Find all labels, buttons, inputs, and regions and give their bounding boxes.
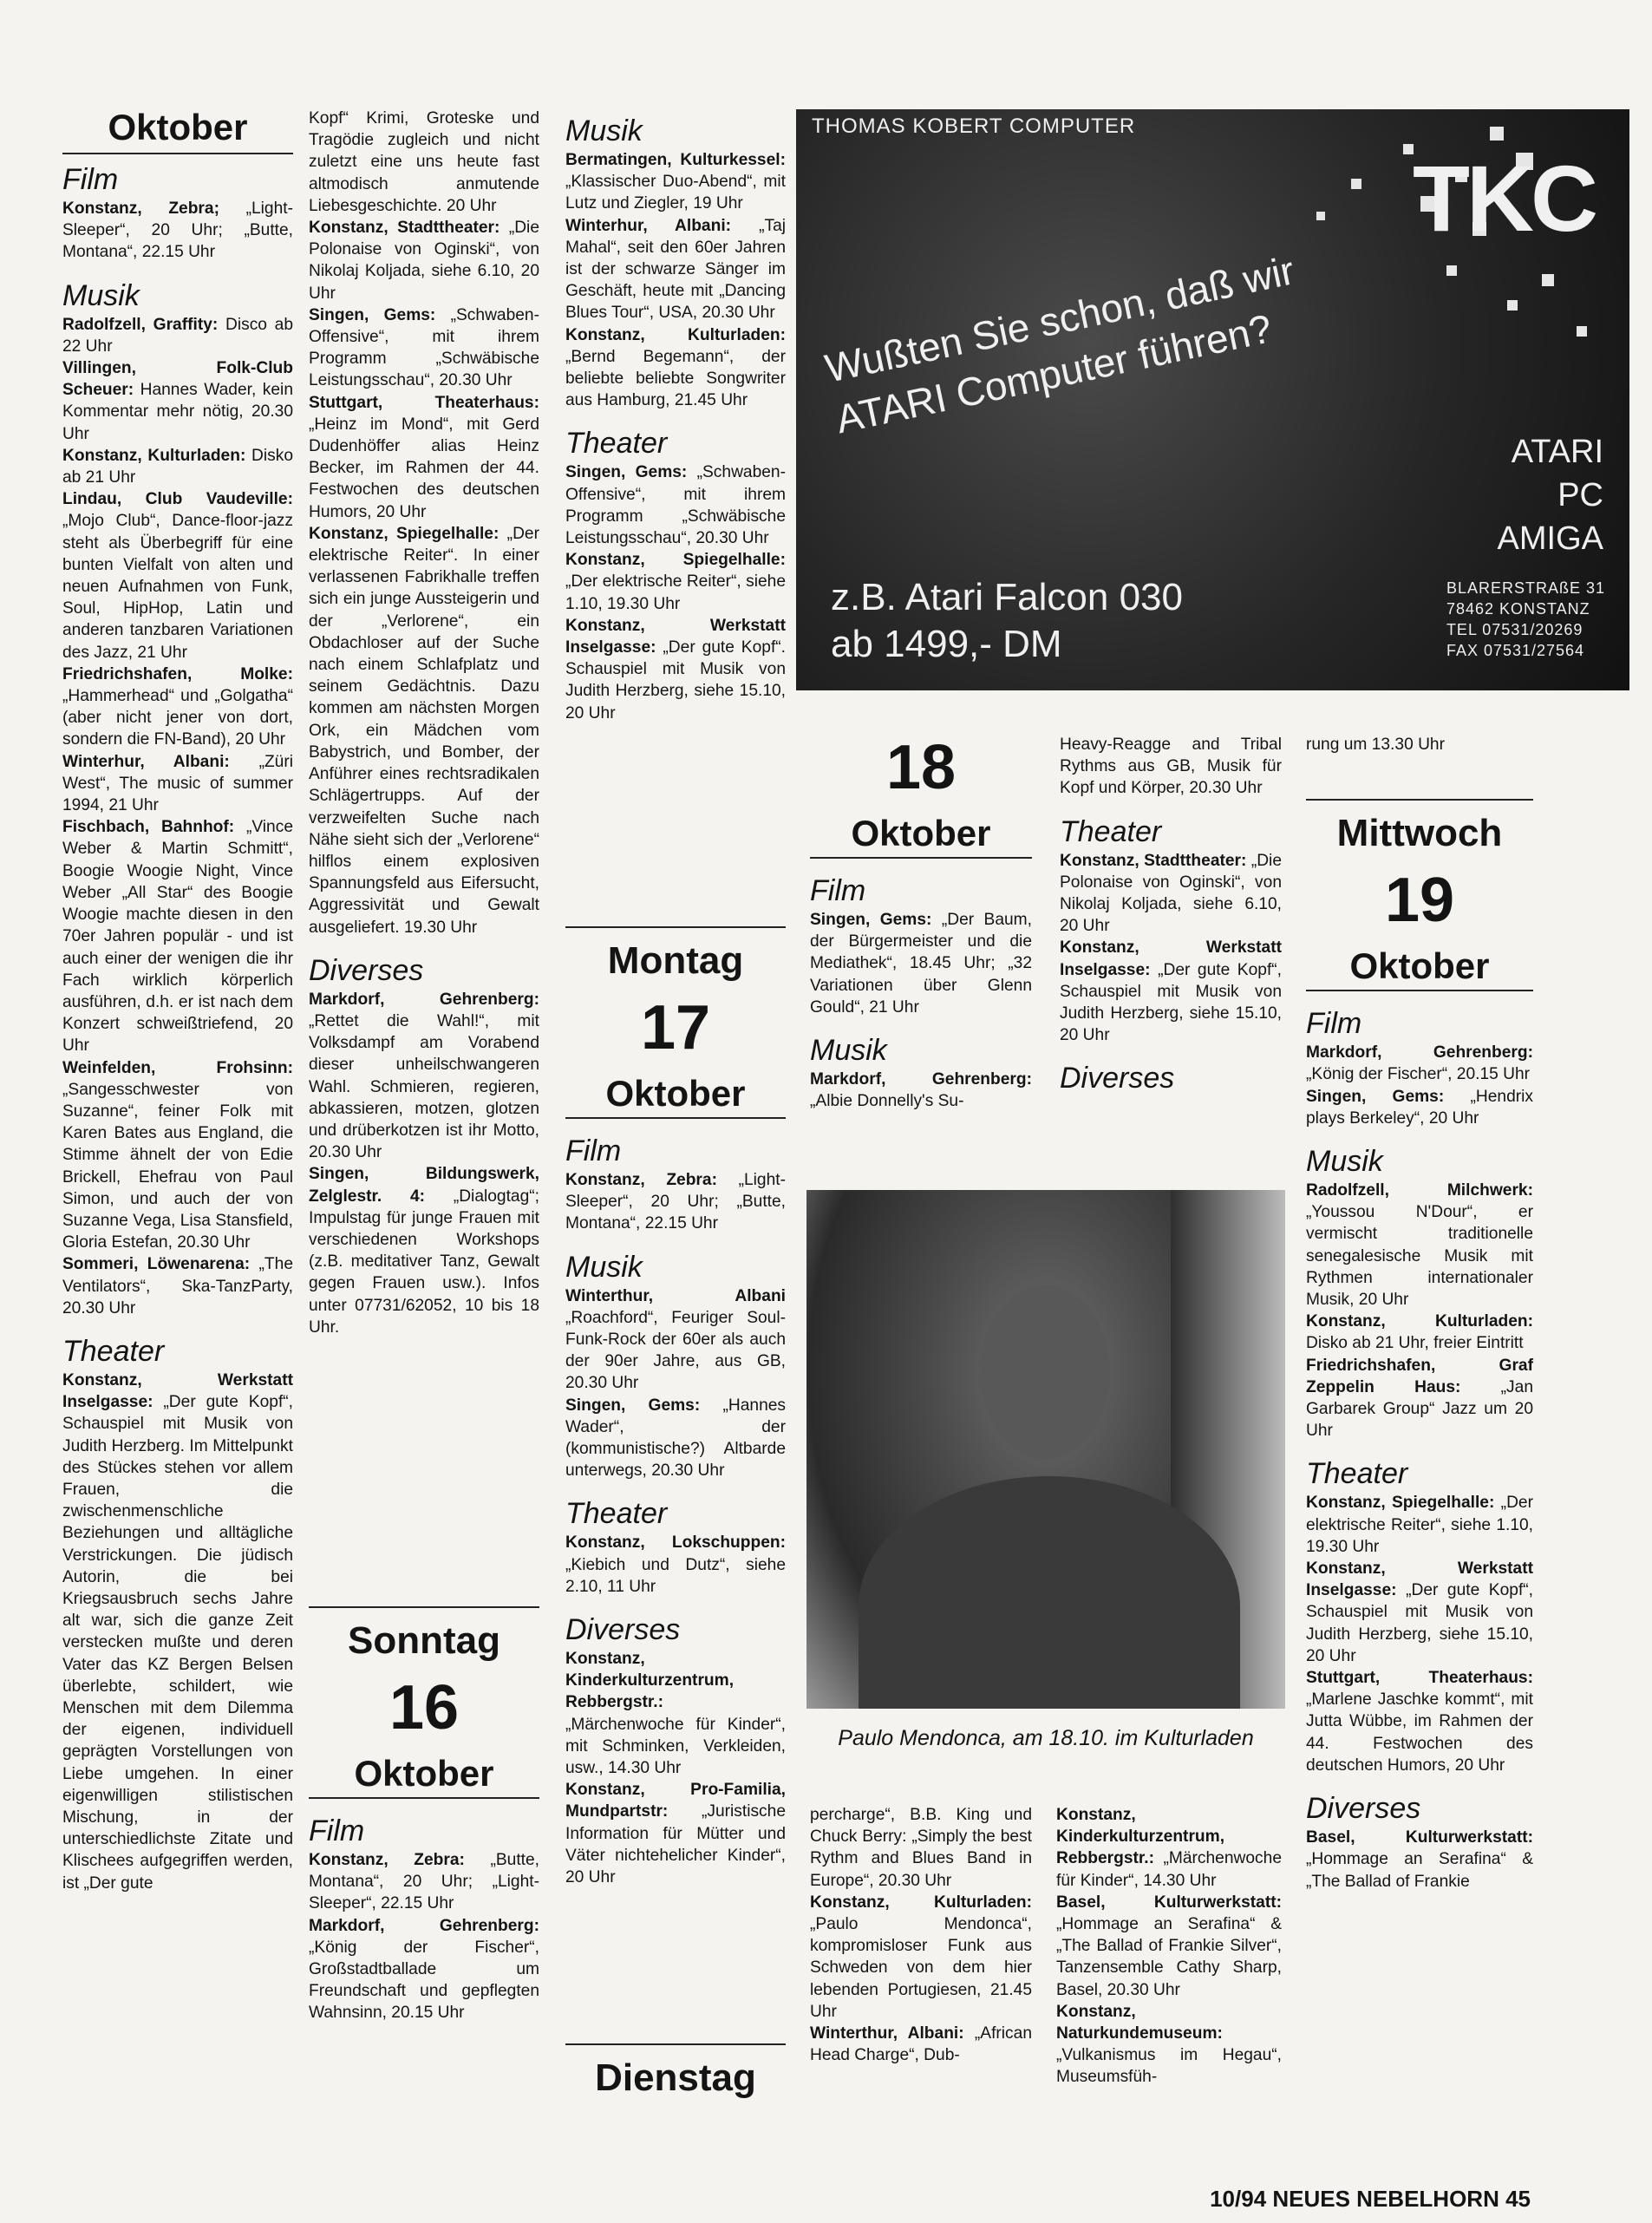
column-4	[810, 729, 1032, 1112]
day-number: 18	[885, 733, 957, 802]
ad-address-phone: TEL 07531/20269	[1446, 621, 1583, 638]
section-theater: Theater	[1060, 814, 1162, 848]
day-name: Mittwoch	[1336, 812, 1503, 855]
photo-face	[980, 1285, 1110, 1459]
listing-entry: Konstanz, Kulturladen: „Bernd Begemann“, der beliebte beliebte Songwriter aus Hamburg, 21.45 Uhr	[565, 325, 786, 410]
ad-address-city: 78462 KONSTANZ	[1446, 600, 1590, 618]
listing-entry: Konstanz, Zebra: „Light-Sleeper“, 20 Uhr; „Butte, Montana“, 22.15 Uhr	[565, 1171, 786, 1233]
column-4-bottom	[810, 1804, 1032, 2066]
photo-paulo-mendonca	[806, 1190, 1285, 1709]
section-film: Film	[1306, 1007, 1362, 1041]
listing-entry: Friedrichshafen, Molke: „Hammerhead“ und „Golgatha“ (aber nicht jener von dort, sondern die FN-Band), 20 Uhr	[62, 664, 293, 749]
listing-entry: Markdorf, Gehrenberg: „König der Fischer“, 20.15 Uhr	[1306, 1043, 1533, 1084]
continued-text: rung um 13.30 Uhr	[1306, 736, 1445, 754]
column-3-bottom	[565, 2043, 786, 2099]
ad-address-street: BLARERSTRAßE 31	[1446, 579, 1605, 597]
brand-atari: ATARI	[1511, 434, 1603, 470]
ad-address	[1446, 578, 1605, 661]
section-musik: Musik	[62, 278, 140, 312]
listing-entry: Winterthur, Albani „Roachford“, Feuriger Soul-Funk-Rock der 60er als auch der 90er Jahre, aus GB, 20.30 Uhr	[565, 1286, 786, 1393]
listing-entry: Singen, Gems: „Hannes Wader“, der (kommunistische?) Altbarde unterwegs, 20.30 Uhr	[565, 1396, 787, 1481]
listing-entry: Markdorf, Gehrenberg: „König der Fischer“, Großstadtballade um Freundschaft und gepflegten Wahnsinn, 20.15 Uhr	[309, 1916, 539, 2023]
column-3-lower	[565, 926, 786, 1888]
listing-entry: Konstanz, Kulturladen: „Paulo Mendonca“, kompromisloser Funk aus Schweden von dem hier lebenden Portugiesen, 21.45 Uhr	[810, 1893, 1032, 2021]
day-heading-monday	[565, 926, 786, 1119]
day-month: Oktober	[565, 1074, 786, 1119]
ad-brands	[1498, 430, 1603, 560]
page-footer: 10/94 NEUES NEBELHORN 45	[1210, 2186, 1531, 2212]
column-6	[1306, 734, 1533, 1893]
listing-entry: Markdorf, Gehrenberg: „Albie Donnelly's Su-	[810, 1070, 1032, 1111]
listing-entry: Basel, Kulturwerkstatt: „Hommage an Serafina“ & „The Ballad of Frankie	[1306, 1828, 1533, 1891]
listing-entry: Konstanz, Stadttheater: „Die Polonaise von Oginski“, von Nikolaj Koljada, siehe 6.10, 20 Uhr	[1060, 851, 1282, 936]
section-film: Film	[565, 1134, 622, 1167]
listing-entry: Singen, Gems: „Schwaben-Offensive“, mit ihrem Programm „Schwäbische Leistungsschau“, 20.30 Uhr	[565, 463, 786, 548]
listing-entry: Singen, Gems: „Hendrix plays Berkeley“, 20 Uhr	[1306, 1087, 1533, 1128]
day-heading-18	[810, 729, 1032, 859]
listing-entry: Konstanz, Zebra; „Light-Sleeper“, 20 Uhr; „Butte, Montana“, 22.15 Uhr	[62, 199, 293, 262]
continued-text: Kopf“ Krimi, Groteske und Tragödie zugleich und nicht zuletzt eine uns heute fast altmodisch anmutende Liebesgeschichte. 20 Uhr	[309, 109, 539, 215]
listing-entry: Stuttgart, Theaterhaus: „Heinz im Mond“, mit Gerd Dudenhöffer alias Heinz Becker, im Rahmen der 44. Festwochen des deutschen Humors, 20 Uhr	[309, 393, 539, 521]
day-heading-sunday	[309, 1606, 539, 1799]
pixel-decor	[1316, 212, 1325, 220]
section-diverses: Diverses	[1306, 1792, 1421, 1826]
listing-entry: Konstanz, Kinderkulturzentrum, Rebbergstr.: „Märchenwoche für Kinder“, mit Schminken, Verkleiden, usw., 14.30 Uhr	[565, 1650, 786, 1778]
listing-entry: Winterhur, Albani: „Taj Mahal“, seit den 60er Jahren ist der schwarze Sänger im Geschäft, heute mit „Dancing Blues Tour“, USA, 20.30 Uhr	[565, 216, 786, 323]
listing-entry: Konstanz, Spiegelhalle: „Der elektrische Reiter“, siehe 1.10, 19.30 Uhr	[565, 551, 786, 613]
brand-pc: PC	[1557, 477, 1603, 513]
day-month: Oktober	[1306, 946, 1533, 991]
listing-entry: Konstanz, Werkstatt Inselgasse: „Der gute Kopf“, Schauspiel mit Musik von Judith Herzberg, siehe 15.10, 20 Uhr	[1060, 938, 1282, 1045]
section-film: Film	[62, 163, 119, 196]
ad-offer	[831, 574, 1183, 668]
listing-entry: Konstanz, Kinderkulturzentrum, Rebbergstr.: „Märchenwoche für Kinder“, 14.30 Uhr	[1056, 1806, 1282, 1890]
photo-caption: Paulo Mendonca, am 18.10. im Kulturladen	[838, 1726, 1254, 1750]
section-musik: Musik	[565, 1250, 643, 1284]
listing-entry: Winterthur, Albani: „African Head Charge“, Dub-	[810, 2024, 1032, 2065]
listing-entry: Markdorf, Gehrenberg: „Rettet die Wahl!“, mit Volksdampf am Vorabend dieser unheilschwangeren Wahl. Schmieren, regieren, abkassieren, motzen, glotzen und drüberkotzen ist ihr Motto, 20.30 Uhr	[309, 990, 539, 1162]
listing-entry: Villingen, Folk-Club Scheuer: Hannes Wader, kein Kommentar mehr nötig, 20.30 Uhr	[62, 359, 293, 443]
ad-address-fax: FAX 07531/27564	[1446, 642, 1585, 659]
ad-offer-product: z.B. Atari Falcon 030	[831, 576, 1183, 618]
listing-entry: Fischbach, Bahnhof: „Vince Weber & Martin Schmitt“, Boogie Woogie Night, Vince Weber „All Star“ des Boogie Woogie machte diesen in den 70er Jahren populär - und ist auch einer der wenigen die ihr Fach wirklich körperlich ausführen, d.h. er ist nach dem Konzert schweißtriefend, 20 Uhr	[62, 818, 293, 1056]
section-theater: Theater	[565, 1497, 668, 1531]
section-theater: Theater	[62, 1334, 165, 1368]
column-2-lower	[309, 1606, 539, 2024]
advertisement-tkc	[796, 109, 1629, 690]
listing-entry: Konstanz, Lokschuppen: „Kiebich und Dutz“, siehe 2.10, 11 Uhr	[565, 1533, 786, 1596]
pixel-decor	[1507, 300, 1518, 311]
listing-entry: Konstanz, Naturkundemuseum: „Vulkanismus im Hegau“, Museumsfüh-	[1056, 2002, 1282, 2087]
listing-entry: Sommeri, Löwenarena: „The Ventilators“, Ska-TanzParty, 20.30 Uhr	[62, 1255, 293, 1317]
ad-logo: TKC	[1413, 146, 1595, 251]
listing-entry: Konstanz, Spiegelhalle: „Der elektrische Reiter“. In einer verlassenen Fabrikhalle treffen sich ein junge Aussteigerin und der „Verlorene“, ein Obdachloser auf der Suche nach einem Schlafplatz und seinem Gedächtnis. Dazu kommen am nächsten Morgen Ork, ein Mädchen vom Babystrich, und Bomber, der Anführer eines rechtsradikalen Schlägertrupps. Auf der verzweifelten Suche nach Nähe sieht sich der „Verlorene“ hilflos einem explosiven Spannungsfeld aus Eifersucht, Aggressivität und Gewalt ausgeliefert. 19.30 Uhr	[309, 524, 539, 937]
section-musik: Musik	[565, 114, 643, 147]
pixel-decor	[1490, 127, 1504, 141]
listing-entry: Singen, Gems: „Der Baum, der Bürgermeister und die Mediathek“, 18.45 Uhr; „32 Variationen über Glenn Gould“, 21 Uhr	[810, 911, 1032, 1017]
listing-entry: Konstanz, Pro-Familia, Mundpartstr: „Juristische Information für Mütter und Väter nichtehelicher Kinder“, 20 Uhr	[565, 1781, 786, 1887]
day-name: Dienstag	[595, 2056, 756, 2099]
continued-text: Heavy-Reagge and Tribal Rythms aus GB, Musik für Kopf und Körper, 20.30 Uhr	[1060, 736, 1282, 798]
listing-entry: Lindau, Club Vaudeville: „Mojo Club“, Dance-floor-jazz steht als Überbegriff für eine bunten Vielfalt von alten und neuen Aufnahmen von Funk, Soul, HipHop, Latin und anderen tanzbaren Variationen des Jazz, 21 Uhr	[62, 490, 293, 662]
listing-entry: Radolfzell, Milchwerk: „Youssou N'Dour“, er vermischt traditionelle senegalesische Musik mit Rythmen internationaler Musik, 20 Uhr	[1306, 1181, 1533, 1310]
section-musik: Musik	[810, 1034, 887, 1068]
day-name: Sonntag	[348, 1619, 500, 1662]
listing-entry: Radolfzell, Graffity: Disco ab 22 Uhr	[62, 315, 294, 356]
ad-offer-price: ab 1499,- DM	[831, 623, 1062, 665]
listing-entry: Winterhur, Albani: „Züri West“, The music of summer 1994, 21 Uhr	[62, 752, 294, 815]
pixel-decor	[1351, 179, 1361, 189]
listing-entry: Singen, Gems: „Schwaben-Offensive“, mit ihrem Programm „Schwäbische Leistungsschau“, 20.30 Uhr	[309, 305, 539, 390]
listing-entry: Konstanz, Werkstatt Inselgasse: „Der gute Kopf“, Schauspiel mit Musik von Judith Herzberg, siehe 15.10, 20 Uhr	[1306, 1559, 1533, 1665]
section-film: Film	[810, 874, 866, 907]
section-diverses: Diverses	[1060, 1062, 1175, 1095]
month-heading: Oktober	[62, 108, 293, 154]
pixel-decor	[1446, 265, 1457, 276]
listing-entry: Konstanz, Spiegelhalle: „Der elektrische Reiter“, siehe 1.10, 19.30 Uhr	[1306, 1494, 1533, 1556]
day-number: 16	[389, 1673, 460, 1742]
column-1	[62, 108, 293, 1894]
listing-entry: Stuttgart, Theaterhaus: „Marlene Jaschke kommt“, mit Jutta Wübbe, im Rahmen der 44. Festwochen des deutschen Humors, 20 Uhr	[1306, 1669, 1533, 1775]
day-heading-wednesday	[1306, 799, 1533, 991]
listing-entry: Bermatingen, Kulturkessel: „Klassischer Duo-Abend“, mit Lutz und Ziegler, 19 Uhr	[565, 151, 786, 213]
day-number: 17	[640, 993, 711, 1062]
listing-entry: Konstanz, Stadttheater: „Die Polonaise von Oginski“, von Nikolaj Koljada, siehe 6.10, 20 Uhr	[309, 219, 539, 303]
section-musik: Musik	[1306, 1145, 1383, 1179]
listing-entry: Singen, Bildungswerk, Zelglestr. 4: „Dialogtag“; Impulstag für junge Frauen mit verschiedenen Workshops (z.B. meditativer Tanz, Gewalt gegen Frauen usw.). Infos unter 07731/62052, 10 bis 18 Uhr.	[309, 1165, 539, 1337]
column-5	[1060, 734, 1282, 1096]
listing-entry: Weinfelden, Frohsinn: „Sangesschwester von Suzanne“, feiner Folk mit Karen Bates aus England, die Stimme ähnelt der von Edie Brickell, Ehefrau von Paul Simon, und auch der von Suzanne Vega, Lisa Stansfield, Gloria Estefan, 20.30 Uhr	[62, 1058, 293, 1252]
listing-entry: Konstanz, Zebra: „Butte, Montana“, 20 Uhr; „Light-Sleeper“, 22.15 Uhr	[309, 1851, 539, 1913]
listing-entry: Konstanz, Kulturladen: Disko ab 21 Uhr	[62, 446, 293, 487]
continued-text: percharge“, B.B. King und Chuck Berry: „Simply the best Rythm and Blues Band in Europe“, 20.30 Uhr	[810, 1806, 1032, 1890]
ad-company-name: THOMAS KOBERT COMPUTER	[812, 114, 1136, 138]
day-number: 19	[1384, 866, 1455, 936]
column-3	[565, 108, 786, 724]
listing-entry: Konstanz, Werkstatt Inselgasse: „Der gute Kopf“, Schauspiel mit Musik von Judith Herzberg. Im Mittelpunkt des Stückes stehen vor allem Frauen, die zwischenmenschliche Beziehungen und alltägliche Verstrickungen. Die jüdisch Autorin, die bei Kriegsausbruch sechs Jahre alt war, sich die ganze Zeit verstecken mußte und deren Vater das KZ Bergen Belsen überlebte, schildert, wie Menschen mit dem Dilemma der eigenen, individuell geprägten Vorstellungen von Liebe umgehen. In einer eigenwilligen stilistischen Mischung, in der unterschiedlichste Zitate und Klischees aufgegriffen werden, ist „Der gute	[62, 1370, 293, 1893]
day-month: Oktober	[810, 814, 1032, 859]
column-5-bottom	[1056, 1804, 1282, 2089]
pixel-decor	[1542, 274, 1554, 286]
ad-question: Wußten Sie schon, daß wir ATARI Computer führen?	[820, 247, 1298, 442]
section-theater: Theater	[1306, 1457, 1408, 1491]
section-diverses: Diverses	[309, 953, 424, 987]
column-2	[309, 108, 539, 1338]
listing-entry: Konstanz, Werkstatt Inselgasse: „Der gute Kopf“. Schauspiel mit Musik von Judith Herzberg, siehe 15.10, 20 Uhr	[565, 616, 786, 722]
pixel-decor	[1577, 326, 1587, 337]
day-heading-tuesday	[565, 2043, 786, 2099]
day-month: Oktober	[309, 1754, 539, 1799]
section-theater: Theater	[565, 427, 668, 461]
day-name: Montag	[607, 939, 744, 982]
listing-entry: Friedrichshafen, Graf Zeppelin Haus: „Jan Garbarek Group“ Jazz um 20 Uhr	[1306, 1356, 1533, 1441]
section-film: Film	[309, 1814, 365, 1847]
brand-amiga: AMIGA	[1497, 520, 1603, 557]
listing-entry: Basel, Kulturwerkstatt: „Hommage an Serafina“ & „The Ballad of Frankie Silver“, Tanzensemble Cathy Sharp, Basel, 20.30 Uhr	[1056, 1893, 1282, 1999]
section-diverses: Diverses	[565, 1613, 681, 1647]
listing-entry: Konstanz, Kulturladen: Disko ab 21 Uhr, freier Eintritt	[1306, 1312, 1533, 1353]
